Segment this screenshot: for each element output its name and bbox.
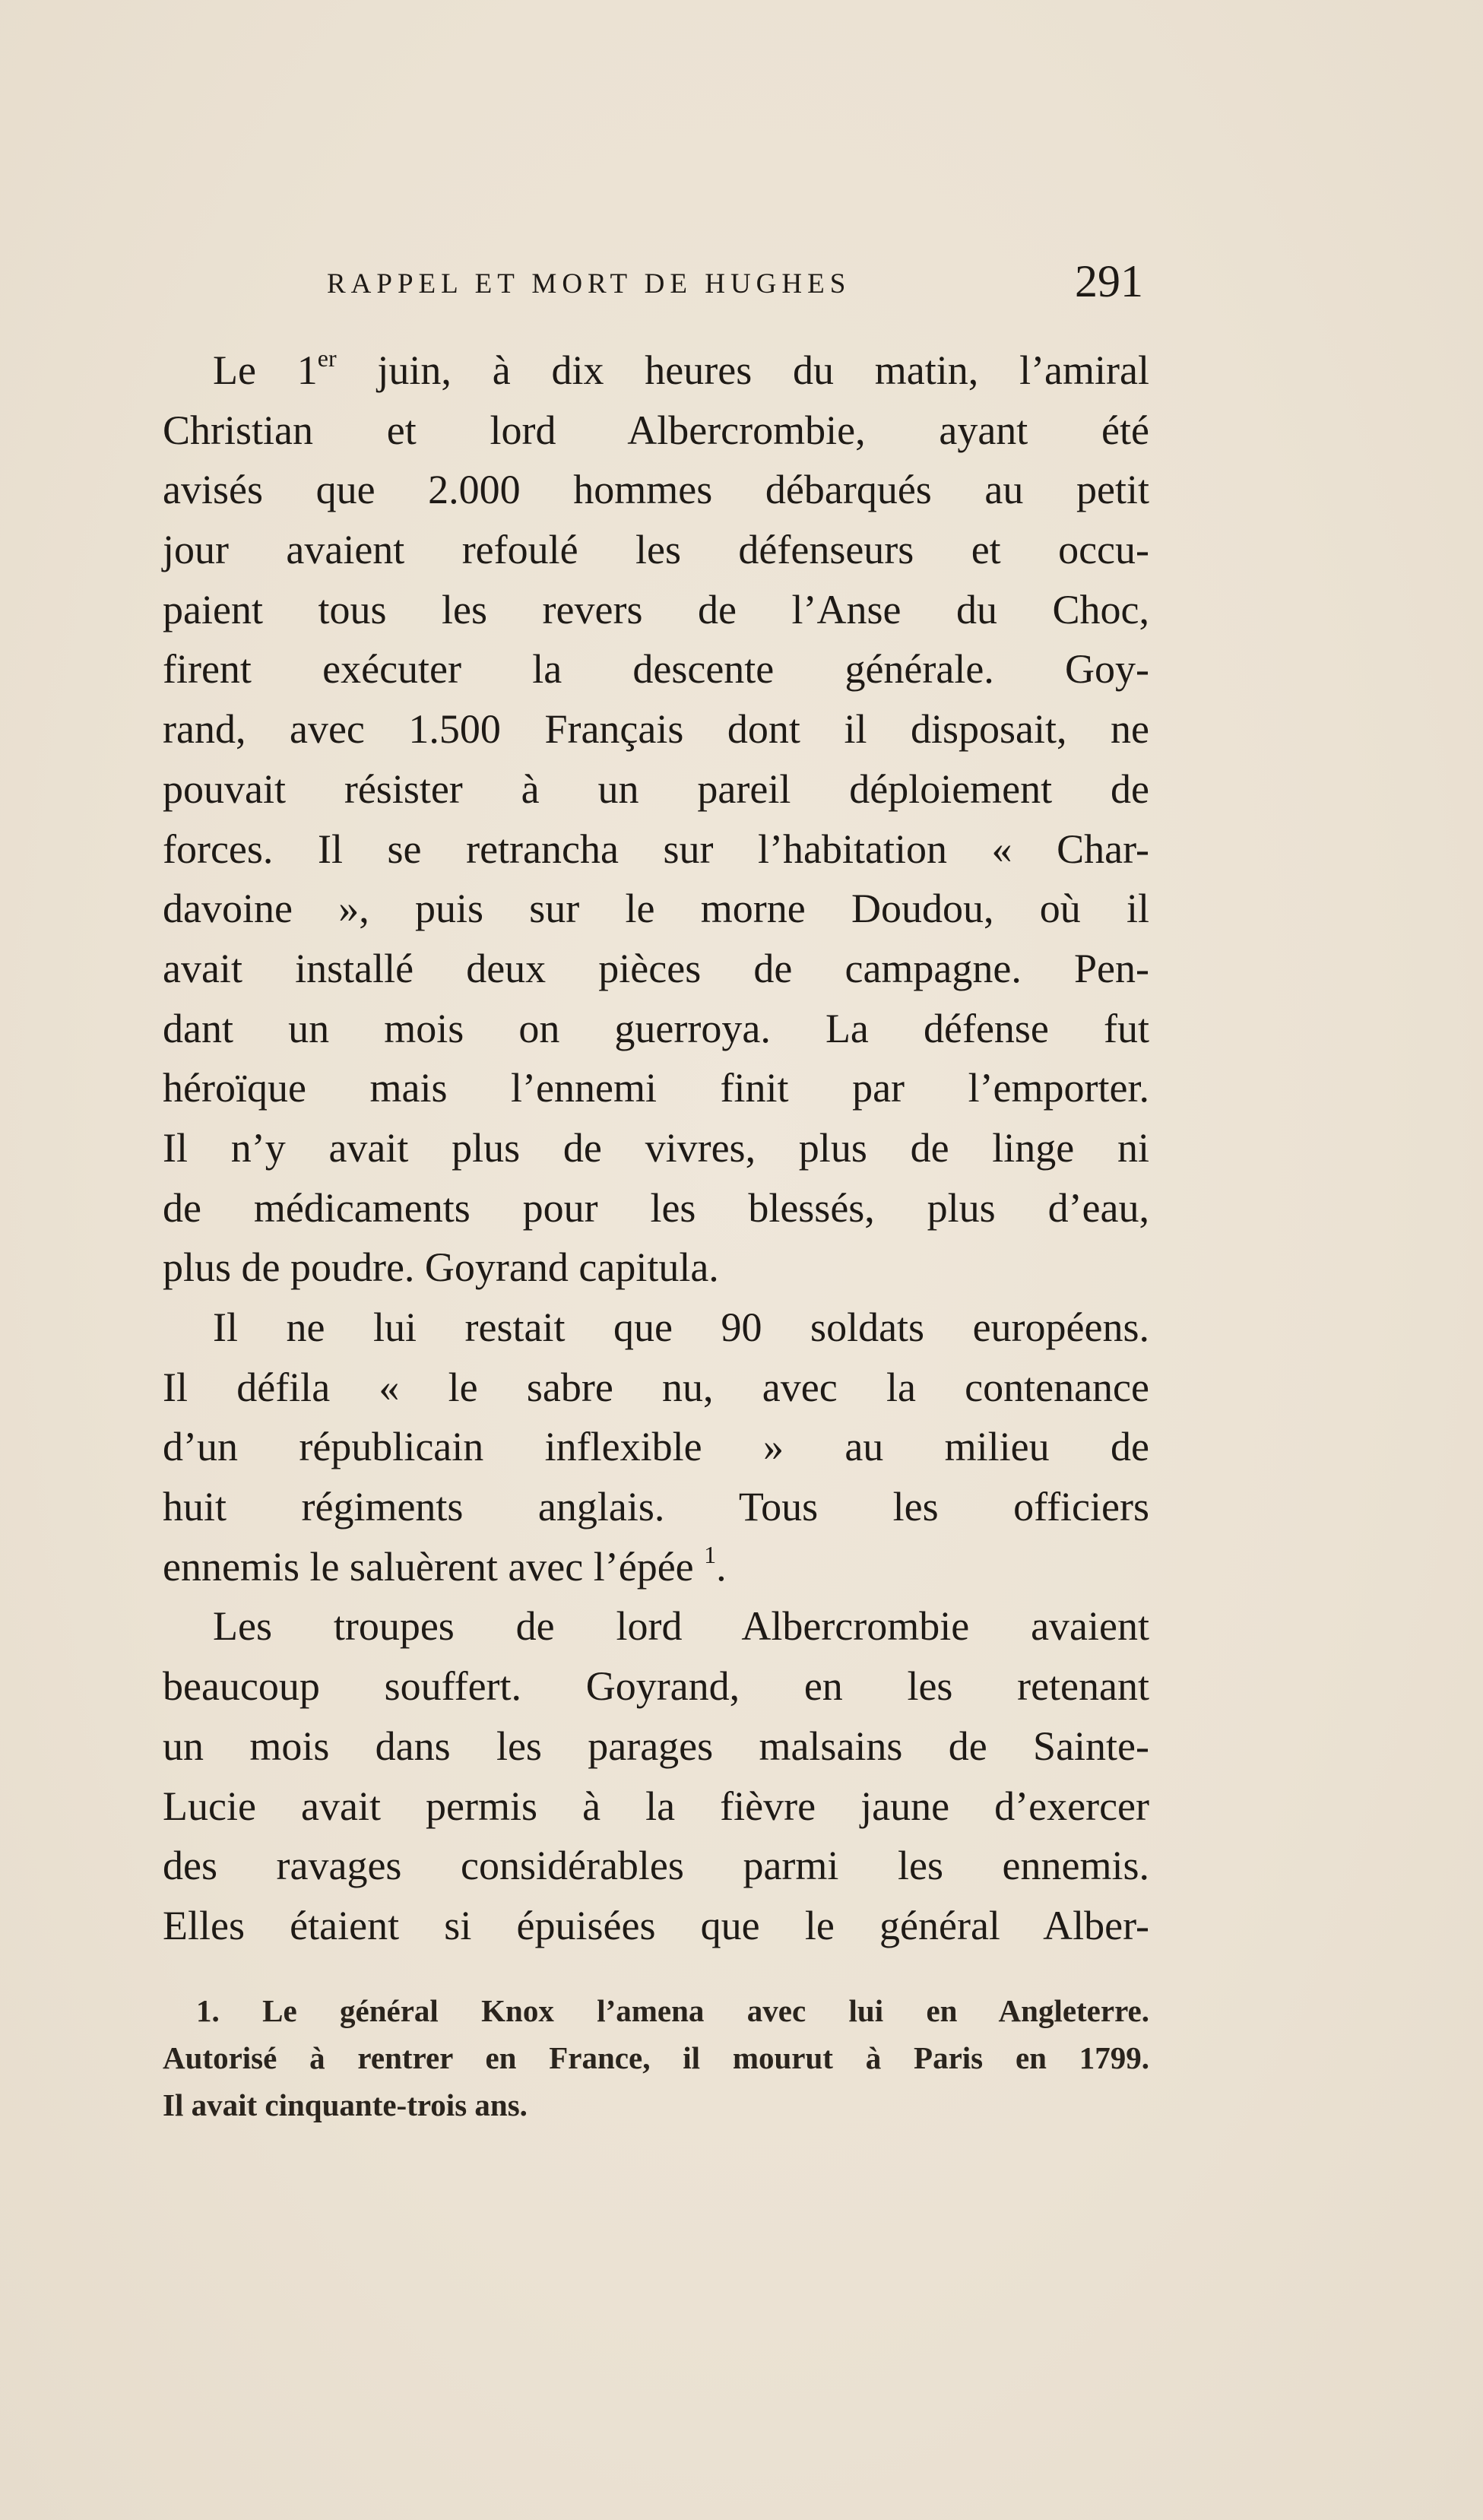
text-line: avait installé deux pièces de campagne. Pen-	[163, 945, 1149, 991]
text-line: des ravages considérables parmi les ennemis.	[163, 1843, 1149, 1889]
superscript: er	[317, 344, 337, 372]
text-line: ennemis le saluèrent avec l’épée $^1$.	[163, 1540, 727, 1590]
text-line: Lucie avait permis à la fièvre jaune d’exercer	[163, 1783, 1149, 1829]
text-line: de médicaments pour les blessés, plus d’eau,	[163, 1184, 1149, 1231]
text-line: huit régiments anglais. Tous les officiers	[163, 1484, 1149, 1530]
paragraph-3	[163, 1596, 1149, 1955]
text-line: Il ne lui restait que 90 soldats européens.	[213, 1304, 1149, 1350]
text-line: beaucoup souffert. Goyrand, en les retenant	[163, 1663, 1149, 1710]
page-header	[163, 251, 1143, 319]
text-line: firent exécuter la descente générale. Goy-	[163, 646, 1149, 693]
page-number: 291	[1075, 256, 1143, 306]
body-text	[163, 341, 1149, 1956]
footnote	[163, 1987, 1149, 2129]
text-line: un mois dans les parages malsains de Sainte-	[163, 1723, 1149, 1769]
text-line: rand, avec 1.500 Français dont il disposait, ne	[163, 706, 1149, 753]
text-line: dant un mois on guerroya. La défense fut	[163, 1005, 1149, 1051]
text-line: Elles étaient si épuisées que le général Alber-	[163, 1902, 1149, 1948]
footnote-line: 1. Le général Knox l’amena avec lui en Angleterre.	[196, 1993, 1149, 2028]
text-line: d’un républicain inflexible » au milieu de	[163, 1424, 1149, 1470]
text-line: Il n’y avait plus de vivres, plus de linge ni	[163, 1124, 1149, 1171]
text-line: pouvait résister à un pareil déploiement de	[163, 766, 1149, 812]
paragraph-2	[163, 1298, 1149, 1596]
text-line: forces. Il se retrancha sur l’habitation « Char-	[163, 826, 1149, 872]
text-line: Christian et lord Albercrombie, ayant été	[163, 407, 1149, 453]
paragraph-1	[163, 341, 1149, 1298]
text-line: jour avaient refoulé les défenseurs et occu-	[163, 527, 1149, 573]
text-line: héroïque mais l’ennemi finit par l’emporter.	[163, 1065, 1149, 1111]
text-line: avisés que 2.000 hommes débarqués au petit	[163, 467, 1149, 513]
footnote-line: Autorisé à rentrer en France, il mourut à Paris en 1799.	[163, 2040, 1149, 2075]
text-line: Le 1er juin, à dix heures du matin, l’amiral	[213, 344, 1149, 393]
running-title: RAPPEL ET MORT DE HUGHES	[327, 268, 851, 300]
text-line: davoine », puis sur le morne Doudou, où il	[163, 886, 1149, 932]
text-line: Il défila « le sabre nu, avec la contenance	[163, 1364, 1149, 1410]
text-line: plus de poudre. Goyrand capitula.	[163, 1244, 719, 1291]
text-line: paient tous les revers de l’Anse du Choc,	[163, 586, 1149, 632]
footnote-line: Il avait cinquante-trois ans.	[163, 2087, 528, 2122]
footnote-reference: 1	[704, 1540, 717, 1568]
text-line: Les troupes de lord Albercrombie avaient	[213, 1603, 1149, 1650]
